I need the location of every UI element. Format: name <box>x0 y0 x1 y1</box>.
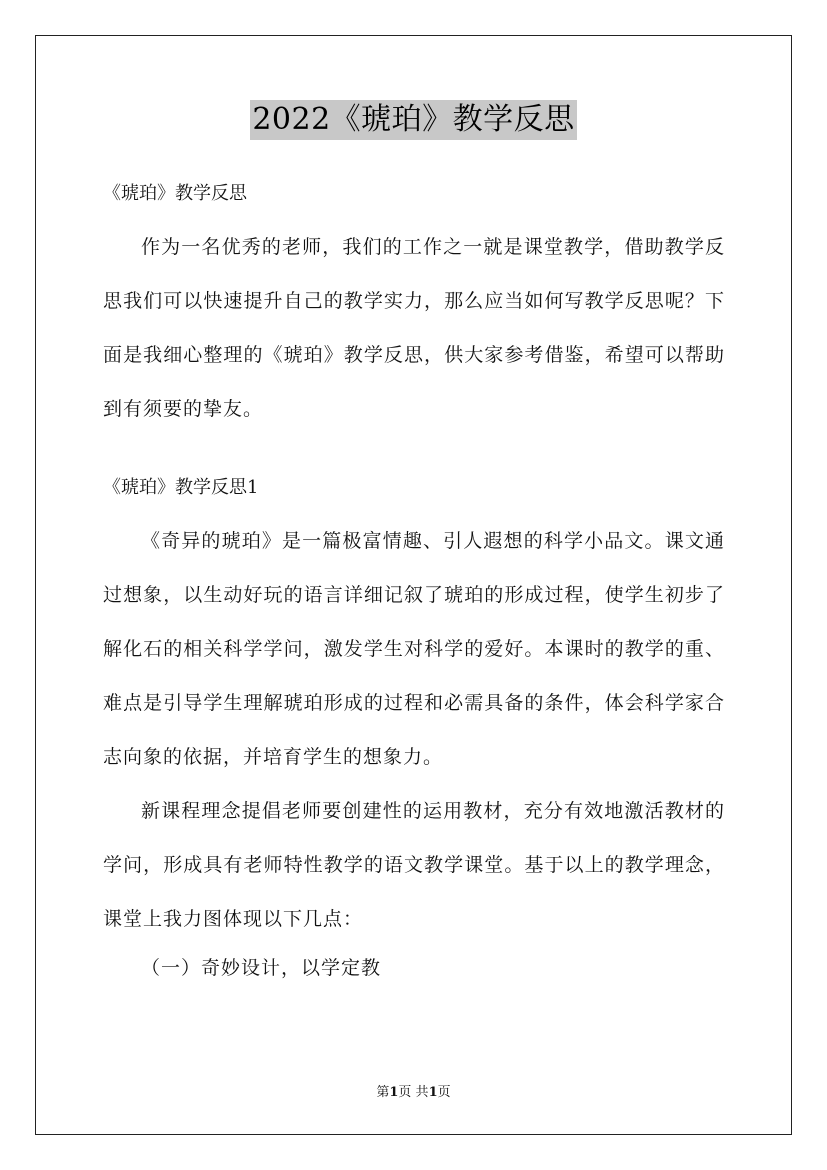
footer-middle: 页 共 <box>398 1085 429 1100</box>
list-item: （一）奇妙设计，以学定教 <box>141 957 382 979</box>
body-paragraph-2: 新课程理念提倡老师要创建性的运用教材，充分有效地激活教材的学问，形成具有老师特性教学的语文教学课堂。基于以上的教学理念，课堂上我力图体现以下几点： <box>103 800 725 930</box>
document-title: 2022《琥珀》教学反思 <box>250 100 576 140</box>
footer-total-pages: 1 <box>428 1085 438 1100</box>
title-container <box>0 100 827 140</box>
section-heading: 《琥珀》教学反思1 <box>103 477 259 498</box>
footer-prefix: 第 <box>376 1085 390 1100</box>
page-footer <box>0 1083 827 1103</box>
intro-heading: 《琥珀》教学反思 <box>103 183 247 204</box>
footer-current-page: 1 <box>389 1085 399 1100</box>
intro-paragraph: 作为一名优秀的老师，我们的工作之一就是课堂教学，借助教学反思我们可以快速提升自己的教学实力，那么应当如何写教学反思呢？下面是我细心整理的《琥珀》教学反思，供大家参考借鉴，希望可以帮助到有须要的挚友。 <box>103 236 725 420</box>
body-paragraph-1: 《奇异的琥珀》是一篇极富情趣、引人遐想的科学小品文。课文通过想象，以生动好玩的语言详细记叙了琥珀的形成过程，使学生初步了解化石的相关科学学问，激发学生对科学的爱好。本课时的教学的重、难点是引导学生理解琥珀形成的过程和必需具备的条件，体会科学家合志向象的依据，并培育学生的想象力。 <box>103 530 725 768</box>
footer-suffix: 页 <box>437 1085 451 1100</box>
spacer <box>103 436 725 468</box>
document-body <box>103 174 725 990</box>
